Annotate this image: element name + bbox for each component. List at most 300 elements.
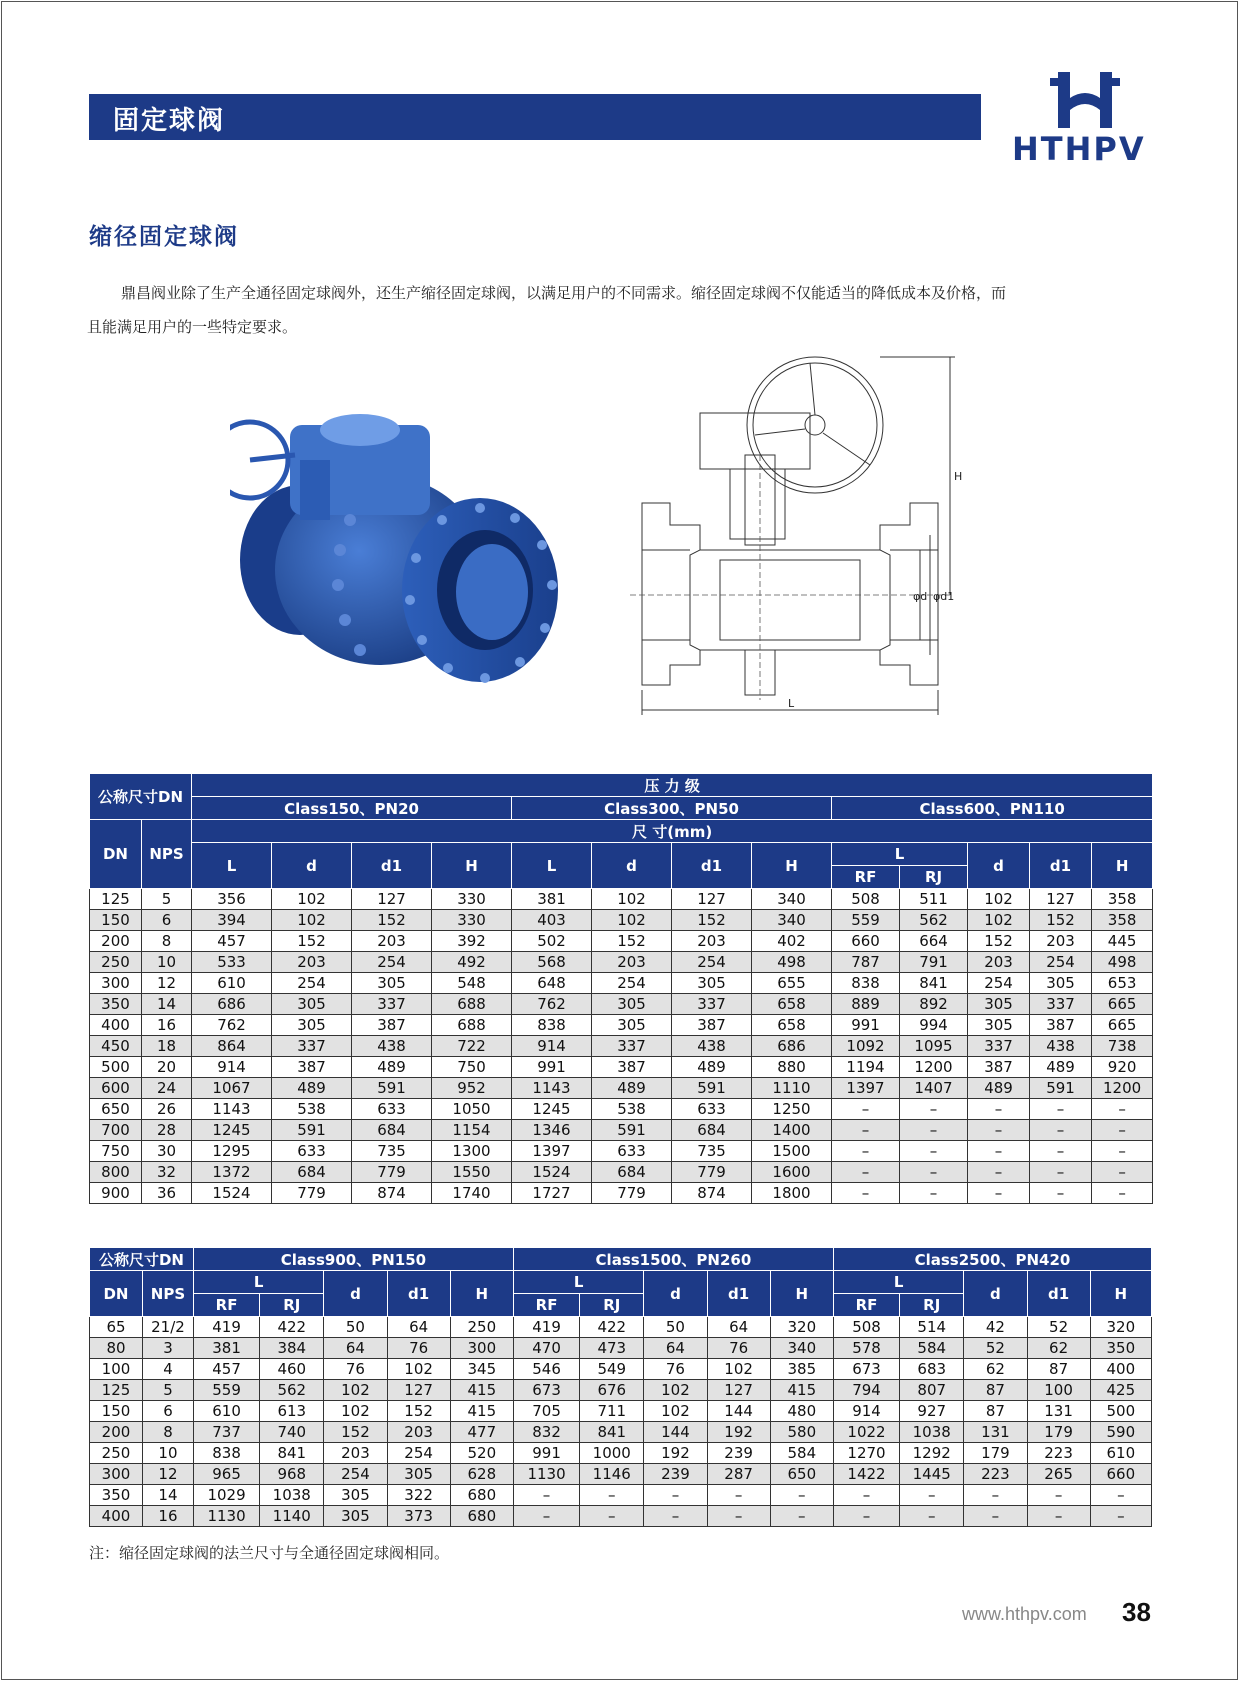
table-cell: 64 — [387, 1317, 450, 1338]
table-cell: 8 — [142, 931, 192, 952]
table-cell: 254 — [324, 1464, 387, 1485]
table-cell: 489 — [592, 1078, 672, 1099]
table-cell: – — [900, 1183, 968, 1204]
table-cell: 6 — [142, 910, 192, 931]
table-cell: 203 — [968, 952, 1030, 973]
table-cell: 80 — [90, 1338, 143, 1359]
header-RJ: RJ — [900, 866, 968, 889]
table-cell: 655 — [752, 973, 832, 994]
table-cell: 1500 — [752, 1141, 832, 1162]
table-cell: 1000 — [580, 1443, 644, 1464]
table-cell: 658 — [752, 1015, 832, 1036]
table-cell: 705 — [513, 1401, 579, 1422]
table-cell: 874 — [352, 1183, 432, 1204]
table-cell: 356 — [192, 889, 272, 910]
header-d1: d1 — [352, 843, 432, 889]
table-cell: – — [1090, 1506, 1151, 1527]
table-cell: 305 — [968, 994, 1030, 1015]
table-cell: 800 — [90, 1162, 142, 1183]
table-cell: 400 — [90, 1506, 143, 1527]
table-cell: 658 — [752, 994, 832, 1015]
table-cell: 287 — [707, 1464, 770, 1485]
table-cell: 610 — [1090, 1443, 1151, 1464]
header-d: d — [964, 1271, 1027, 1317]
table-cell: 438 — [1030, 1036, 1092, 1057]
table-cell: 131 — [964, 1422, 1027, 1443]
table-cell: 305 — [272, 1015, 352, 1036]
table-cell: – — [644, 1485, 707, 1506]
table-cell: 688 — [432, 1015, 512, 1036]
header-RJ: RJ — [900, 1294, 964, 1317]
table-cell: 762 — [512, 994, 592, 1015]
table-cell: 1295 — [192, 1141, 272, 1162]
table-cell: 549 — [580, 1359, 644, 1380]
table-cell: 337 — [672, 994, 752, 1015]
table-cell: 152 — [272, 931, 352, 952]
table-cell: 914 — [192, 1057, 272, 1078]
table-cell: 628 — [450, 1464, 513, 1485]
table-cell: 26 — [142, 1099, 192, 1120]
table-cell: – — [707, 1485, 770, 1506]
page-title: 固定球阀 — [113, 106, 226, 136]
table-row — [90, 1317, 1152, 1338]
table-cell: 991 — [512, 1057, 592, 1078]
table-cell: 1154 — [432, 1120, 512, 1141]
dim-label-H: H — [954, 470, 963, 483]
table-cell: 1194 — [832, 1057, 900, 1078]
table-cell: 633 — [592, 1141, 672, 1162]
table-cell: 102 — [644, 1380, 707, 1401]
table-cell: 477 — [450, 1422, 513, 1443]
table-cell: 254 — [672, 952, 752, 973]
table-cell: 300 — [90, 1464, 143, 1485]
header-H: H — [450, 1271, 513, 1317]
table-row — [90, 1380, 1152, 1401]
table-cell: 203 — [272, 952, 352, 973]
table-cell: 590 — [1090, 1422, 1151, 1443]
table-row — [90, 1422, 1152, 1443]
table-cell: 381 — [193, 1338, 259, 1359]
table-cell: 100 — [90, 1359, 143, 1380]
table-cell: – — [900, 1162, 968, 1183]
dimension-table-1 — [89, 773, 1153, 1204]
table-cell: – — [1027, 1506, 1090, 1527]
table-cell: 1050 — [432, 1099, 512, 1120]
table-cell: 591 — [352, 1078, 432, 1099]
table-cell: 900 — [90, 1183, 142, 1204]
table-cell: 50 — [324, 1317, 387, 1338]
table-cell: 1800 — [752, 1183, 832, 1204]
table-cell: 660 — [1090, 1464, 1151, 1485]
table-cell: 1245 — [192, 1120, 272, 1141]
table-cell: 102 — [707, 1359, 770, 1380]
table-cell: 203 — [672, 931, 752, 952]
table-cell: 125 — [90, 1380, 143, 1401]
table-cell: 688 — [432, 994, 512, 1015]
table-cell: 502 — [512, 931, 592, 952]
table-cell: 387 — [592, 1057, 672, 1078]
table-cell: 152 — [592, 931, 672, 952]
table-cell: 419 — [193, 1317, 259, 1338]
table-row — [90, 889, 1153, 910]
table-cell: 1038 — [260, 1485, 324, 1506]
table-cell: 965 — [193, 1464, 259, 1485]
table-cell: 1740 — [432, 1183, 512, 1204]
table-cell: 373 — [387, 1506, 450, 1527]
table-cell: – — [1092, 1141, 1153, 1162]
table-row — [90, 1141, 1153, 1162]
table-cell: 1143 — [512, 1078, 592, 1099]
table-cell: 648 — [512, 973, 592, 994]
table-cell: 841 — [900, 973, 968, 994]
table-cell: 838 — [512, 1015, 592, 1036]
table-cell: 254 — [592, 973, 672, 994]
table-cell: 1727 — [512, 1183, 592, 1204]
header-d: d — [324, 1271, 387, 1317]
table-cell: 102 — [968, 889, 1030, 910]
table-cell: 10 — [142, 952, 192, 973]
table-cell: 489 — [672, 1057, 752, 1078]
table-cell: 102 — [968, 910, 1030, 931]
table-cell: 735 — [672, 1141, 752, 1162]
table-cell: 102 — [644, 1401, 707, 1422]
table-cell: 841 — [260, 1443, 324, 1464]
table-cell: 337 — [352, 994, 432, 1015]
table-row — [90, 1464, 1152, 1485]
intro-paragraph-1: 鼎昌阀业除了生产全通径固定球阀外，还生产缩径固定球阀，以满足用户的不同需求。缩径固定球阀不仅能适当的降低成本及价格，而 — [121, 284, 1007, 302]
table-cell: 3 — [142, 1338, 193, 1359]
table-cell: – — [1030, 1099, 1092, 1120]
table-row — [90, 931, 1153, 952]
table-cell: 381 — [512, 889, 592, 910]
table-cell: 385 — [770, 1359, 833, 1380]
table-cell: 676 — [580, 1380, 644, 1401]
table-cell: 514 — [900, 1317, 964, 1338]
table-cell: 511 — [900, 889, 968, 910]
table-cell: 991 — [832, 1015, 900, 1036]
table-cell: 1029 — [193, 1485, 259, 1506]
table-cell: – — [1030, 1183, 1092, 1204]
table-cell: 305 — [592, 994, 672, 1015]
table-cell: 633 — [352, 1099, 432, 1120]
table-cell: 305 — [387, 1464, 450, 1485]
header-class600: Class600、PN110 — [832, 797, 1153, 820]
dimension-table-2 — [89, 1247, 1152, 1527]
table-cell: 254 — [968, 973, 1030, 994]
table-row — [90, 1078, 1153, 1099]
header-H: H — [770, 1271, 833, 1317]
table-cell: 538 — [272, 1099, 352, 1120]
header-H: H — [1090, 1271, 1151, 1317]
header-nominal-size: 公称尺寸DN — [90, 1248, 194, 1271]
table-cell: 838 — [193, 1443, 259, 1464]
table-cell: – — [1030, 1141, 1092, 1162]
table-cell: 254 — [1030, 952, 1092, 973]
table-cell: 559 — [832, 910, 900, 931]
table-cell: 6 — [142, 1401, 193, 1422]
table-cell: 508 — [833, 1317, 899, 1338]
table-cell: – — [1027, 1485, 1090, 1506]
table-cell: 340 — [770, 1338, 833, 1359]
table-cell: 179 — [964, 1443, 1027, 1464]
table-cell: 102 — [272, 910, 352, 931]
table-cell: 305 — [592, 1015, 672, 1036]
table-cell: 102 — [592, 889, 672, 910]
table-cell: 102 — [324, 1401, 387, 1422]
table-cell: 838 — [832, 973, 900, 994]
table-cell: 18 — [142, 1036, 192, 1057]
table-cell: – — [964, 1506, 1027, 1527]
table-cell: 87 — [964, 1401, 1027, 1422]
table-cell: 460 — [260, 1359, 324, 1380]
table-cell: 387 — [352, 1015, 432, 1036]
table-cell: 952 — [432, 1078, 512, 1099]
table-cell: 179 — [1027, 1422, 1090, 1443]
table-cell: 500 — [90, 1057, 142, 1078]
table-cell: 127 — [387, 1380, 450, 1401]
table-cell: – — [900, 1141, 968, 1162]
table-cell: 673 — [513, 1380, 579, 1401]
table-cell: 415 — [450, 1380, 513, 1401]
table-cell: 350 — [1090, 1338, 1151, 1359]
table-cell: 200 — [90, 1422, 143, 1443]
table-cell: 1130 — [513, 1464, 579, 1485]
table-cell: 76 — [644, 1359, 707, 1380]
table-cell: 144 — [707, 1401, 770, 1422]
table-cell: 457 — [192, 931, 272, 952]
footnote: 注：缩径固定球阀的法兰尺寸与全通径固定球阀相同。 — [89, 1544, 450, 1562]
table-cell: 664 — [900, 931, 968, 952]
table-cell: 508 — [832, 889, 900, 910]
table-cell: – — [1090, 1485, 1151, 1506]
table-cell: 250 — [450, 1317, 513, 1338]
table-cell: 991 — [513, 1443, 579, 1464]
table-cell: 152 — [387, 1401, 450, 1422]
table-cell: 152 — [672, 910, 752, 931]
table-cell: 394 — [192, 910, 272, 931]
table-cell: 457 — [193, 1359, 259, 1380]
table-cell: – — [900, 1485, 964, 1506]
table-cell: 152 — [968, 931, 1030, 952]
table-cell: 538 — [592, 1099, 672, 1120]
header-L: L — [833, 1271, 963, 1294]
table-cell: 1524 — [512, 1162, 592, 1183]
table-cell: 1200 — [1092, 1078, 1153, 1099]
header-dimensions: 尺 寸(mm) — [192, 820, 1153, 843]
table-cell: 722 — [432, 1036, 512, 1057]
table-cell: – — [832, 1099, 900, 1120]
table-1-body — [90, 889, 1153, 1204]
table-row — [90, 1401, 1152, 1422]
dim-label-d: φd — [913, 590, 928, 603]
table-cell: 546 — [513, 1359, 579, 1380]
header-dn: DN — [90, 1271, 143, 1317]
table-cell: 650 — [770, 1464, 833, 1485]
table-cell: 600 — [90, 1078, 142, 1099]
table-cell: 250 — [90, 1443, 143, 1464]
header-H: H — [752, 843, 832, 889]
table-cell: 400 — [90, 1015, 142, 1036]
table-cell: 914 — [512, 1036, 592, 1057]
table-cell: 127 — [1030, 889, 1092, 910]
table-cell: 1038 — [900, 1422, 964, 1443]
table-cell: 320 — [770, 1317, 833, 1338]
table-cell: 30 — [142, 1141, 192, 1162]
table-row — [90, 1359, 1152, 1380]
table-cell: 340 — [752, 889, 832, 910]
table-cell: 200 — [90, 931, 142, 952]
header-L: L — [193, 1271, 323, 1294]
table-cell: 580 — [770, 1422, 833, 1443]
header-d1: d1 — [387, 1271, 450, 1317]
table-cell: 16 — [142, 1506, 193, 1527]
table-cell: 5 — [142, 1380, 193, 1401]
table-cell: 1250 — [752, 1099, 832, 1120]
table-cell: 533 — [192, 952, 272, 973]
table-cell: 28 — [142, 1120, 192, 1141]
table-cell: 305 — [324, 1485, 387, 1506]
table-cell: 1200 — [900, 1057, 968, 1078]
header-d: d — [592, 843, 672, 889]
table-cell: 87 — [1027, 1359, 1090, 1380]
table-cell: 400 — [1090, 1359, 1151, 1380]
table-cell: 738 — [1092, 1036, 1153, 1057]
table-cell: 1550 — [432, 1162, 512, 1183]
table-cell: 305 — [272, 994, 352, 1015]
table-cell: 1600 — [752, 1162, 832, 1183]
table-cell: 52 — [1027, 1317, 1090, 1338]
table-row — [90, 1099, 1153, 1120]
table-cell: – — [832, 1183, 900, 1204]
table-cell: 700 — [90, 1120, 142, 1141]
table-cell: 403 — [512, 910, 592, 931]
table-cell: 350 — [90, 1485, 143, 1506]
table-cell: 562 — [900, 910, 968, 931]
table-cell: 10 — [142, 1443, 193, 1464]
website-url[interactable]: www.hthpv.com — [962, 1604, 1087, 1624]
table-cell: 680 — [450, 1485, 513, 1506]
table-cell: 498 — [752, 952, 832, 973]
table-cell: 684 — [272, 1162, 352, 1183]
valve-drawing — [630, 355, 970, 720]
table-cell: 102 — [592, 910, 672, 931]
table-cell: 144 — [644, 1422, 707, 1443]
table-cell: 665 — [1092, 994, 1153, 1015]
table-cell: 680 — [450, 1506, 513, 1527]
table-row — [90, 1338, 1152, 1359]
table-row — [90, 1015, 1153, 1036]
table-cell: – — [707, 1506, 770, 1527]
table-cell: 127 — [672, 889, 752, 910]
table-cell: 62 — [1027, 1338, 1090, 1359]
table-cell: 223 — [964, 1464, 1027, 1485]
table-cell: 684 — [592, 1162, 672, 1183]
table-cell: 1140 — [260, 1506, 324, 1527]
header-d1: d1 — [707, 1271, 770, 1317]
table-cell: 489 — [1030, 1057, 1092, 1078]
header-RJ: RJ — [580, 1294, 644, 1317]
header-d: d — [968, 843, 1030, 889]
table-cell: 779 — [352, 1162, 432, 1183]
table-cell: 320 — [1090, 1317, 1151, 1338]
table-cell: 305 — [324, 1506, 387, 1527]
table-cell: 64 — [707, 1317, 770, 1338]
table-cell: 12 — [142, 973, 192, 994]
table-cell: – — [513, 1506, 579, 1527]
table-cell: 968 — [260, 1464, 324, 1485]
header-d1: d1 — [1030, 843, 1092, 889]
table-row — [90, 952, 1153, 973]
table-cell: – — [968, 1120, 1030, 1141]
table-cell: – — [644, 1506, 707, 1527]
table-cell: 337 — [272, 1036, 352, 1057]
table-cell: 300 — [90, 973, 142, 994]
table-cell: 1400 — [752, 1120, 832, 1141]
table-cell: 559 — [193, 1380, 259, 1401]
table-cell: 305 — [352, 973, 432, 994]
table-cell: – — [900, 1506, 964, 1527]
table-cell: 14 — [142, 994, 192, 1015]
table-cell: – — [964, 1485, 1027, 1506]
table-cell: – — [1092, 1162, 1153, 1183]
table-cell: 32 — [142, 1162, 192, 1183]
table-cell: 779 — [272, 1183, 352, 1204]
table-cell: 127 — [352, 889, 432, 910]
table-cell: 102 — [324, 1380, 387, 1401]
table-cell: – — [900, 1120, 968, 1141]
table-cell: 337 — [968, 1036, 1030, 1057]
table-cell: 660 — [832, 931, 900, 952]
table-cell: 24 — [142, 1078, 192, 1099]
table-cell: 1292 — [900, 1443, 964, 1464]
page-number: 38 — [1122, 1597, 1151, 1627]
table-cell: 14 — [142, 1485, 193, 1506]
table-cell: 1095 — [900, 1036, 968, 1057]
table-cell: 64 — [324, 1338, 387, 1359]
table-cell: 1372 — [192, 1162, 272, 1183]
table-cell: 832 — [513, 1422, 579, 1443]
table-cell: 1022 — [833, 1422, 899, 1443]
table-cell: – — [1092, 1099, 1153, 1120]
table-cell: 203 — [1030, 931, 1092, 952]
table-cell: – — [770, 1506, 833, 1527]
table-cell: 300 — [450, 1338, 513, 1359]
header-d: d — [272, 843, 352, 889]
table-cell: 591 — [1030, 1078, 1092, 1099]
table-cell: 548 — [432, 973, 512, 994]
table-cell: 591 — [272, 1120, 352, 1141]
table-cell: 1092 — [832, 1036, 900, 1057]
table-cell: 591 — [672, 1078, 752, 1099]
table-cell: 889 — [832, 994, 900, 1015]
header-L: L — [512, 843, 592, 889]
table-cell: 305 — [672, 973, 752, 994]
logo-text: HTHPV — [1012, 130, 1146, 168]
table-cell: 841 — [580, 1422, 644, 1443]
table-row — [90, 1506, 1152, 1527]
table-cell: – — [968, 1162, 1030, 1183]
table-row — [90, 1183, 1153, 1204]
table-cell: 350 — [90, 994, 142, 1015]
header-class300: Class300、PN50 — [512, 797, 832, 820]
dim-label-d1: φd1 — [933, 590, 955, 603]
table-cell: 337 — [1030, 994, 1092, 1015]
table-cell: 633 — [272, 1141, 352, 1162]
table-row — [90, 1036, 1153, 1057]
table-cell: 578 — [833, 1338, 899, 1359]
table-cell: 880 — [752, 1057, 832, 1078]
table-cell: 87 — [964, 1380, 1027, 1401]
